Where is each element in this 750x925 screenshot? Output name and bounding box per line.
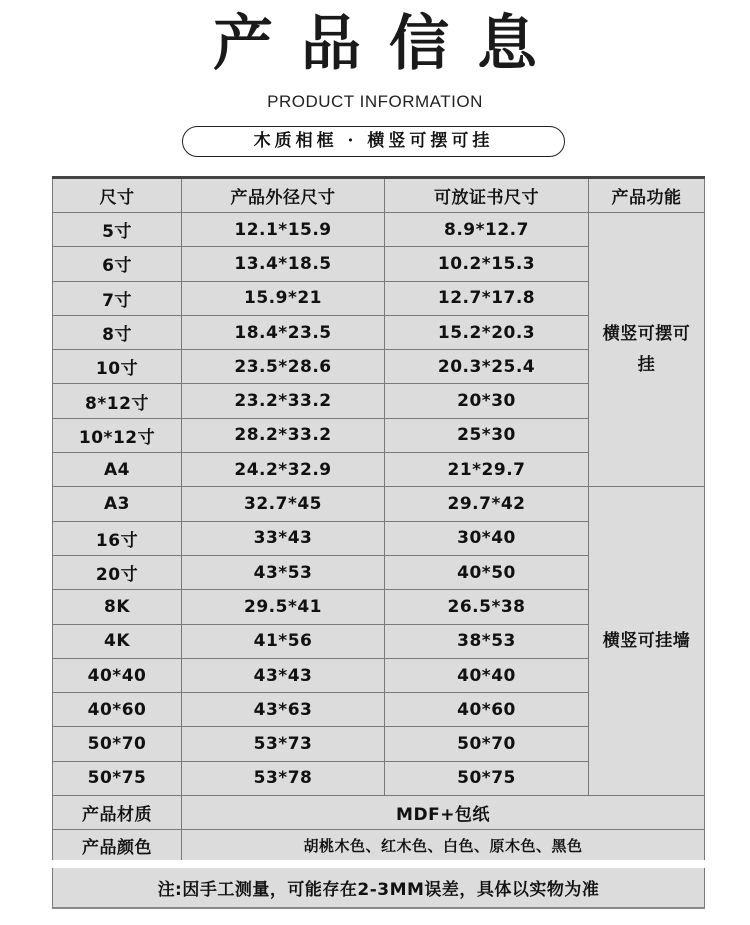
cell-size: 40*60	[53, 693, 182, 727]
cell-outer: 18.4*23.5	[182, 315, 385, 349]
cell-cert: 50*70	[385, 727, 589, 761]
cell-cert: 26.5*38	[385, 590, 589, 624]
table-header-row	[53, 178, 705, 213]
cell-outer: 28.2*33.2	[182, 418, 385, 452]
spec-table	[52, 176, 705, 909]
material-label: 产品材质	[53, 796, 182, 830]
cell-outer: 12.1*15.9	[182, 213, 385, 247]
cell-outer: 29.5*41	[182, 590, 385, 624]
measurement-note: 注:因手工测量，可能存在2-3MM误差，具体以实物为准	[53, 864, 705, 908]
cell-cert: 12.7*17.8	[385, 281, 589, 315]
material-value: MDF+包纸	[182, 796, 705, 830]
cell-cert: 40*50	[385, 555, 589, 589]
column-header-outer-size: 产品外径尺寸	[182, 178, 385, 213]
page-title: 产品信息	[213, 9, 565, 79]
cell-outer: 53*78	[182, 761, 385, 795]
cell-size: 10*12寸	[53, 418, 182, 452]
cell-size: 50*75	[53, 761, 182, 795]
note-row	[53, 864, 705, 908]
cell-size: 7寸	[53, 281, 182, 315]
material-row	[53, 796, 705, 830]
cell-size: 5寸	[53, 213, 182, 247]
page-subtitle: PRODUCT INFORMATION	[267, 92, 483, 111]
color-row	[53, 830, 705, 864]
cell-outer: 24.2*32.9	[182, 453, 385, 487]
cell-cert: 10.2*15.3	[385, 247, 589, 281]
tagline-badge: 木质相框 · 横竖可摆可挂	[182, 126, 565, 157]
function-cell-wall-hang: 横竖可挂墙	[589, 487, 705, 796]
cell-outer: 43*63	[182, 693, 385, 727]
cell-cert: 8.9*12.7	[385, 213, 589, 247]
cell-size: 50*70	[53, 727, 182, 761]
cell-cert: 25*30	[385, 418, 589, 452]
table-row	[53, 487, 705, 521]
cell-cert: 21*29.7	[385, 453, 589, 487]
cell-size: 20寸	[53, 555, 182, 589]
cell-outer: 32.7*45	[182, 487, 385, 521]
color-label: 产品颜色	[53, 830, 182, 864]
cell-cert: 50*75	[385, 761, 589, 795]
cell-outer: 41*56	[182, 624, 385, 658]
cell-cert: 40*40	[385, 658, 589, 692]
table-row	[53, 213, 705, 247]
cell-outer: 33*43	[182, 521, 385, 555]
cell-cert: 20*30	[385, 384, 589, 418]
cell-cert: 38*53	[385, 624, 589, 658]
color-value: 胡桃木色、红木色、白色、原木色、黑色	[182, 830, 705, 864]
spec-table-body	[53, 178, 705, 909]
cell-cert: 40*60	[385, 693, 589, 727]
cell-cert: 29.7*42	[385, 487, 589, 521]
cell-cert: 20.3*25.4	[385, 350, 589, 384]
cell-outer: 13.4*18.5	[182, 247, 385, 281]
cell-cert: 15.2*20.3	[385, 315, 589, 349]
column-header-size: 尺寸	[53, 178, 182, 213]
cell-outer: 23.2*33.2	[182, 384, 385, 418]
cell-outer: 53*73	[182, 727, 385, 761]
cell-outer: 23.5*28.6	[182, 350, 385, 384]
column-header-function: 产品功能	[589, 178, 705, 213]
cell-size: 8*12寸	[53, 384, 182, 418]
cell-size: 6寸	[53, 247, 182, 281]
cell-size: 40*40	[53, 658, 182, 692]
column-header-cert-size: 可放证书尺寸	[385, 178, 589, 213]
cell-size: 8寸	[53, 315, 182, 349]
cell-size: 8K	[53, 590, 182, 624]
cell-outer: 43*53	[182, 555, 385, 589]
cell-size: A4	[53, 453, 182, 487]
cell-size: 16寸	[53, 521, 182, 555]
cell-outer: 15.9*21	[182, 281, 385, 315]
cell-size: A3	[53, 487, 182, 521]
cell-outer: 43*43	[182, 658, 385, 692]
function-cell-stand-hang: 横竖可摆可挂	[589, 213, 705, 487]
cell-size: 4K	[53, 624, 182, 658]
cell-size: 10寸	[53, 350, 182, 384]
cell-cert: 30*40	[385, 521, 589, 555]
